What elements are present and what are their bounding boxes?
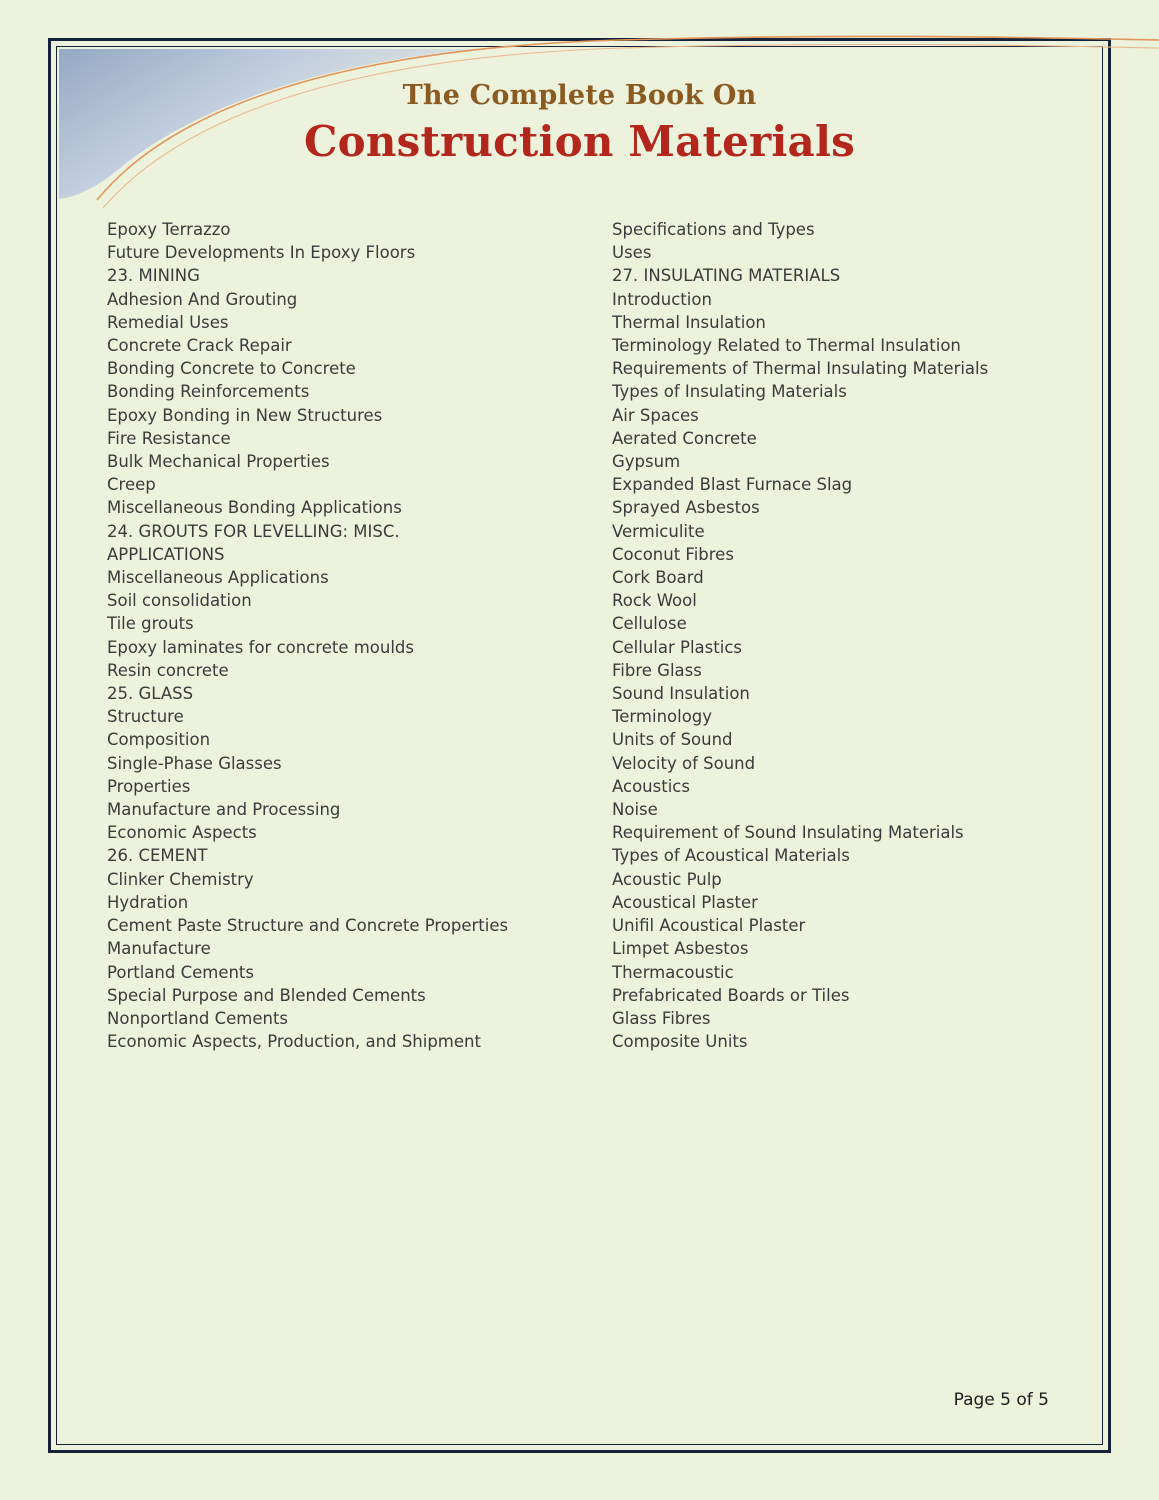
- toc-entry: Terminology: [612, 707, 713, 727]
- toc-entry: APPLICATIONS: [107, 544, 225, 564]
- toc-entry: Requirements of Thermal Insulating Materials: [612, 359, 989, 379]
- toc-right-column: [612, 218, 1067, 1053]
- table-of-contents: [107, 218, 1067, 1053]
- toc-entry: Economic Aspects: [107, 823, 257, 843]
- toc-entry: Fibre Glass: [612, 660, 702, 680]
- toc-entry: Clinker Chemistry: [107, 869, 254, 889]
- toc-entry: Cork Board: [612, 568, 704, 588]
- toc-entry: 25. GLASS: [107, 684, 194, 704]
- toc-entry: Glass Fibres: [612, 1008, 711, 1028]
- toc-entry: Units of Sound: [612, 730, 733, 750]
- toc-entry: Types of Acoustical Materials: [612, 846, 850, 866]
- toc-entry: Cellular Plastics: [612, 637, 742, 657]
- toc-entry: Sound Insulation: [612, 684, 750, 704]
- toc-entry: Prefabricated Boards or Tiles: [612, 985, 850, 1005]
- toc-entry: Miscellaneous Bonding Applications: [107, 498, 402, 518]
- toc-entry: Nonportland Cements: [107, 1008, 289, 1028]
- toc-entry: Manufacture: [107, 939, 211, 959]
- toc-entry: Composition: [107, 730, 211, 750]
- toc-entry: Bulk Mechanical Properties: [107, 452, 330, 472]
- toc-entry: Cement Paste Structure and Concrete Properties: [107, 916, 509, 936]
- toc-entry: Noise: [612, 800, 658, 820]
- toc-entry: Hydration: [107, 892, 189, 912]
- toc-entry: Thermacoustic: [612, 962, 734, 982]
- toc-entry: Vermiculite: [612, 521, 705, 541]
- toc-entry: Economic Aspects, Production, and Shipment: [107, 1032, 481, 1052]
- toc-entry: Adhesion And Grouting: [107, 289, 298, 309]
- toc-entry: Aerated Concrete: [612, 428, 757, 448]
- toc-entry: Soil consolidation: [107, 591, 252, 611]
- toc-entry: Resin concrete: [107, 660, 229, 680]
- toc-entry: Epoxy Bonding in New Structures: [107, 405, 383, 425]
- toc-entry: Structure: [107, 707, 184, 727]
- toc-entry: 27. INSULATING MATERIALS: [612, 266, 841, 286]
- toc-entry: Concrete Crack Repair: [107, 336, 292, 356]
- toc-entry: Requirement of Sound Insulating Materials: [612, 823, 964, 843]
- toc-entry: Unifil Acoustical Plaster: [612, 916, 806, 936]
- toc-entry: Sprayed Asbestos: [612, 498, 760, 518]
- toc-entry: Gypsum: [612, 452, 681, 472]
- toc-entry: Creep: [107, 475, 156, 495]
- toc-entry: 24. GROUTS FOR LEVELLING: MISC.: [107, 521, 400, 541]
- book-title: Construction Materials: [304, 117, 855, 166]
- toc-entry: Terminology Related to Thermal Insulation: [612, 336, 961, 356]
- toc-entry: Coconut Fibres: [612, 544, 734, 564]
- page-number: Page 5 of 5: [953, 1390, 1049, 1410]
- toc-entry: Portland Cements: [107, 962, 255, 982]
- toc-entry: Specifications and Types: [612, 220, 815, 239]
- toc-entry: 26. CEMENT: [107, 846, 208, 866]
- toc-entry: Bonding Reinforcements: [107, 382, 310, 402]
- toc-entry: Expanded Blast Furnace Slag: [612, 475, 853, 495]
- toc-entry: Bonding Concrete to Concrete: [107, 359, 356, 379]
- toc-entry: Future Developments In Epoxy Floors: [107, 243, 416, 263]
- toc-entry: Thermal Insulation: [612, 312, 766, 332]
- toc-entry: Cellulose: [612, 614, 687, 634]
- toc-entry: Fire Resistance: [107, 428, 231, 448]
- toc-entry: Acoustics: [612, 776, 690, 796]
- toc-entry: Epoxy laminates for concrete moulds: [107, 637, 414, 657]
- toc-entry: Rock Wool: [612, 591, 697, 611]
- toc-entry: Acoustic Pulp: [612, 869, 722, 889]
- toc-entry: Acoustical Plaster: [612, 892, 758, 912]
- toc-entry: Manufacture and Processing: [107, 800, 341, 820]
- toc-entry: Epoxy Terrazzo: [107, 220, 231, 239]
- document-header: [59, 80, 1100, 166]
- toc-entry: Uses: [612, 243, 652, 263]
- toc-entry: Miscellaneous Applications: [107, 568, 329, 588]
- toc-entry: Air Spaces: [612, 405, 699, 425]
- toc-entry: Types of Insulating Materials: [612, 382, 847, 402]
- toc-entry: Remedial Uses: [107, 312, 229, 332]
- toc-entry: Special Purpose and Blended Cements: [107, 985, 426, 1005]
- toc-entry: Properties: [107, 776, 191, 796]
- toc-entry: Single-Phase Glasses: [107, 753, 282, 773]
- toc-entry: Tile grouts: [107, 614, 194, 634]
- toc-entry: Limpet Asbestos: [612, 939, 749, 959]
- toc-left-column: [107, 218, 612, 1053]
- toc-entry: Introduction: [612, 289, 712, 309]
- toc-entry: Velocity of Sound: [612, 753, 756, 773]
- toc-entry: 23. MINING: [107, 266, 200, 286]
- toc-entry: Composite Units: [612, 1032, 748, 1052]
- book-subtitle: The Complete Book On: [402, 80, 757, 111]
